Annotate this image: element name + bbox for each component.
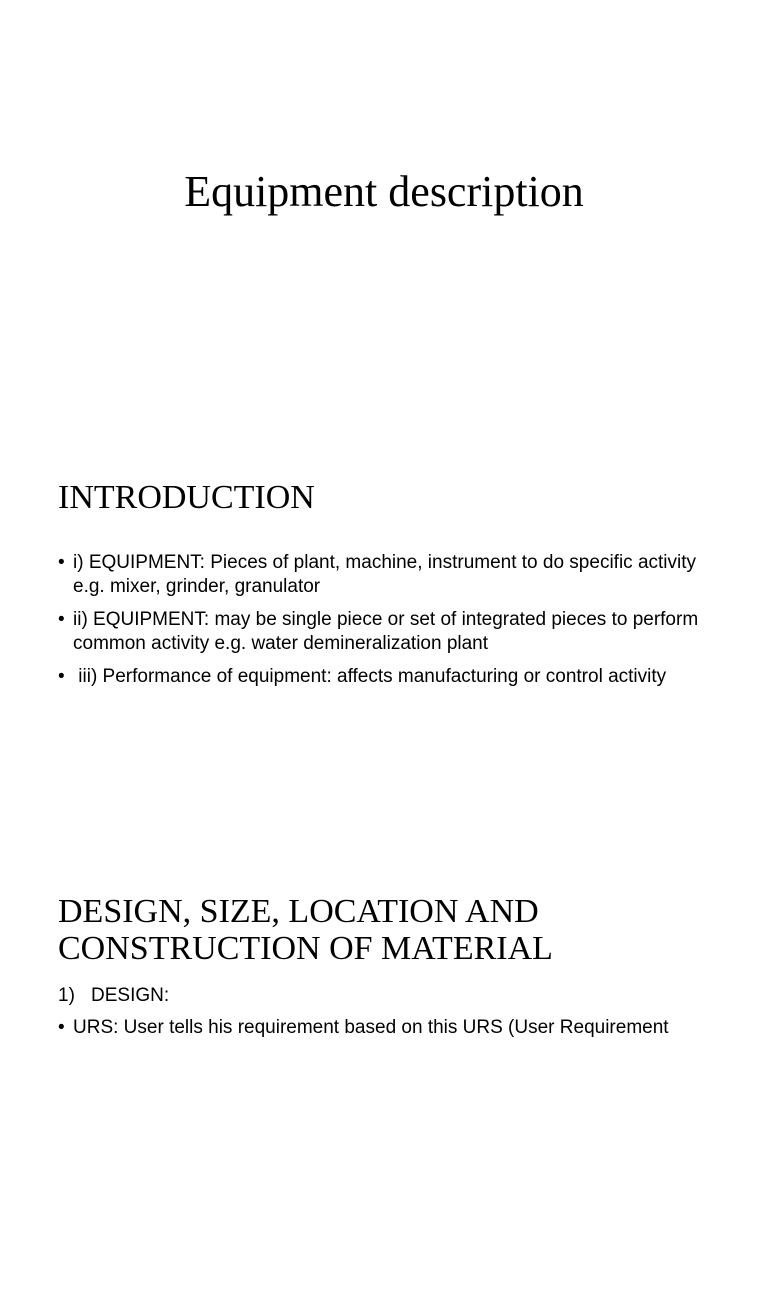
- bullet-text: i) EQUIPMENT: Pieces of plant, machine, instrument to do specific activity e.g. mixer, grinder, granulator: [73, 552, 697, 597]
- bullet-marker: •: [58, 552, 65, 573]
- bullet-marker: •: [58, 1017, 65, 1038]
- item-number: 1): [58, 985, 75, 1006]
- item-label: DESIGN:: [91, 985, 170, 1006]
- bullet-marker: •: [58, 609, 65, 630]
- bullet-list: [58, 551, 718, 698]
- bullet-text: iii) Performance of equipment: affects manufacturing or control activity: [73, 666, 667, 687]
- introduction-slide: [0, 432, 768, 864]
- bullet-item: [58, 551, 718, 599]
- design-slide: [0, 864, 768, 1296]
- bullet-item: [58, 665, 718, 689]
- bullet-item: [58, 608, 718, 656]
- slide-heading: INTRODUCTION: [58, 479, 315, 516]
- bullet-text: URS: User tells his requirement based on this URS (User Requirement: [73, 1017, 669, 1038]
- slide-title: Equipment description: [184, 167, 584, 216]
- numbered-item: [58, 984, 169, 1008]
- bullet-item: [58, 1016, 758, 1040]
- title-slide: [0, 0, 768, 432]
- bullet-text: ii) EQUIPMENT: may be single piece or set of integrated pieces to perform common activity e.g. water demineralization plant: [73, 609, 699, 654]
- bullet-marker: •: [58, 666, 65, 687]
- slide-heading: DESIGN, SIZE, LOCATION AND CONSTRUCTION OF MATERIAL: [58, 893, 553, 967]
